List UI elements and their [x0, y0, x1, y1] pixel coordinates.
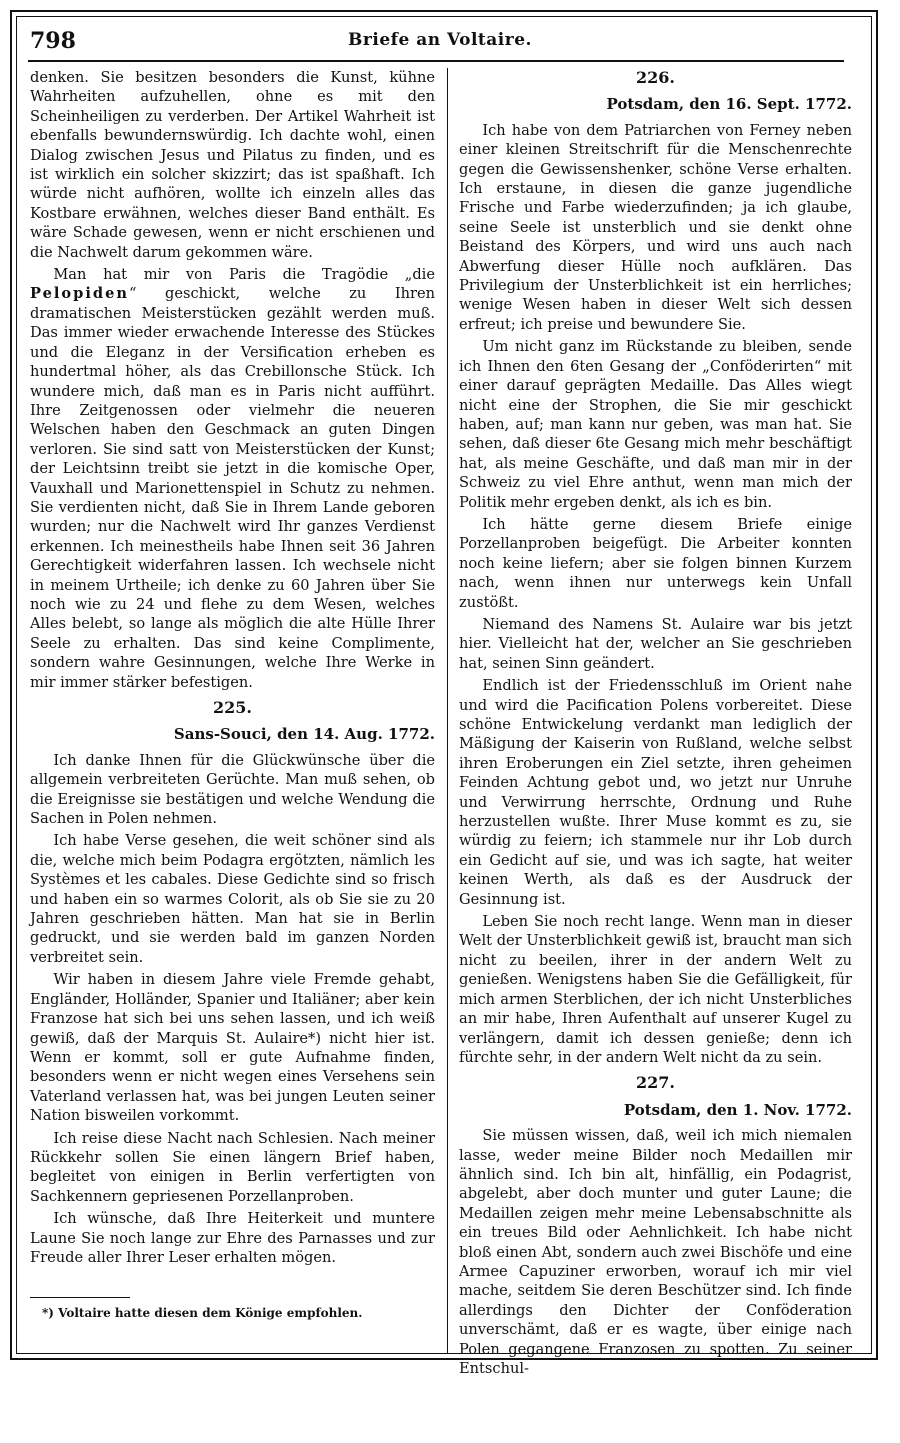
paragraph: Ich habe von dem Patriarchen von Ferney neben einer kleinen Streitschrift für die Menschenrechte gegen die Gewissenshenker, schöne Verse erhalten. Ich erstaune, in diesen die ganze jugendliche Frische und Farbe wiederzufinden; ja ich glaube, seine Seele ist unsterblich und sie denkt ohne Beistand des Körpers, und wird uns auch nach Abwerfung dieser Hülle noch aufklären. Das Privilegium der Unsterblichkeit ist ein herrliches; wenige Wesen haben in dieser Welt sich dessen erfreut; ich preise und bewundere Sie. [459, 121, 852, 333]
column-divider [447, 68, 448, 1354]
paragraph: Um nicht ganz im Rückstande zu bleiben, sende ich Ihnen den 6ten Gesang der „Conföderirten“ mit einer darauf geprägten Medaille. Das Alles wiegt nicht eine der Strophen, die Sie mir geschickt haben, auf; man kann nur geben, was man hat. Sie sehen, daß dieser 6te Gesang mich mehr beschäftigt hat, als meine Geschäfte, und daß man mir in der Schweiz zu viel Ehre anthut, wenn man mich der Politik mehr ergeben denkt, als ich es bin. [459, 338, 852, 511]
letter-dateline-226: Potsdam, den 16. Sept. 1772. [606, 95, 852, 114]
paragraph: Ich hätte gerne diesem Briefe einige Porzellanproben beigefügt. Die Arbeiter konnten noch keine liefern; aber sie folgen binnen Kurzem nach, wenn ihnen nur unterwegs kein Unfall zustößt. [459, 515, 852, 611]
paragraph: Wir haben in diesem Jahre viele Fremde gehabt, Engländer, Holländer, Spanier und Italiäner; aber kein Franzose hat sich bei uns sehen lassen, und ich weiß gewiß, daß der Marquis St. Aulaire*) nicht hier ist. Wenn er kommt, soll er gute Aufnahme finden, besonders wenn er nicht wegen eines Versehens sein Vaterland verlassen hat, was bei jungen Leuten seiner Nation bisweilen vorkommt. [30, 971, 435, 1125]
right-column [459, 68, 852, 1378]
letter-dateline-225: Sans-Souci, den 14. Aug. 1772. [173, 725, 435, 744]
paragraph: Endlich ist der Friedensschluß im Orient nahe und wird die Pacification Polens vorbereitet. Diese schöne Entwickelung verdankt man lediglich der Mäßigung der Kaiserin von Rußland, welche selbst ihren Eroberungen ein Ziel setzte, ihren geheimen Feinden Achtung gebot und, wo jetzt nur Unruhe und Verwirrung herrschte, Ordnung und Ruhe herzustellen wußte. Ihrer Muse kommt es zu, sie würdig zu feiern; ich stammele nur ihr Lob durch ein Gedicht auf sie, und was ich sagte, hat weiter keinen Werth, als daß es der Ausdruck der Gesinnung ist. [459, 677, 852, 908]
page-number: 798 [30, 28, 76, 54]
paragraph: Ich wünsche, daß Ihre Heiterkeit und muntere Laune Sie noch lange zur Ehre des Parnasses und zur Freude aller Ihrer Leser erhalten mögen. [30, 1210, 435, 1266]
letter-dateline-227: Potsdam, den 1. Nov. 1772. [623, 1100, 852, 1119]
footnote-rule [30, 1297, 130, 1298]
paragraph: Ich habe Verse gesehen, die weit schöner sind als die, welche mich beim Podagra ergötzten, nämlich les Systèmes et les cabales. Diese Gedichte sind so frisch und haben ein so warmes Colorit, als ob Sie sie zu 20 Jahren geschrieben hätten. Man hat sie in Berlin gedruckt, und sie werden bald im ganzen Norden verbreitet sein. [30, 832, 435, 966]
paragraph: Sie müssen wissen, daß, weil ich mich niemalen lasse, weder meine Bilder noch Medaillen mir ähnlich sind. Ich bin alt, hinfällig, ein Podagrist, abgelebt, aber doch munter und guter Laune; die Medaillen zeigen mehr meine Lebensabschnitte als ein treues Bild oder Aehnlichkeit. Ich habe nicht bloß einen Abt, sondern auch zwei Bischöfe und eine Armee Capuziner erworben, worauf ich mir viel mache, seitdem Sie deren Beschützer sind. Ich finde allerdings den Dichter der Conföderation unverschämt, daß er es wagte, über einige nach Polen gegangene Franzosen zu spotten. Zu seiner Entschul- [459, 1127, 852, 1377]
paragraph: Man hat mir von Paris die Tragödie „die Pelopiden“ geschickt, welche zu Ihren dramatischen Meisterstücken gezählt werden muß. Das immer wieder erwachende Interesse des Stückes und die Eleganz in der Versification erheben es hundertmal höher, als das Crebillonsche Stück. Ich wundere mich, daß man es in Paris nicht aufführt. Ihre Zeitgenossen oder vielmehr die neueren Welschen haben den Geschmack an guten Dingen verloren. Sie sind satt von Meisterstücken der Kunst; der Leichtsinn treibt sie jetzt in die komische Oper, Vauxhall und Marionettenspiel in Schutz zu nehmen. Sie verdienten nicht, daß Sie in Ihrem Lande geboren wurden; nur die Nachwelt wird Ihr ganzes Verdienst erkennen. Ich meinestheils habe Ihnen seit 36 Jahren Gerechtigkeit widerfahren lassen. Ich wechsele nicht in meinem Urtheile; ich denke zu 60 Jahren über Sie noch wie zu 24 und flehe zu dem Wesen, welches Alles belebt, so lange als möglich die alte Hülle Ihrer Seele zu erhalten. Das sind keine Complimente, sondern wahre Gesinnungen, welche Ihre Werke in mir immer stärker befestigen. [30, 266, 435, 691]
letter-number-225: 225. [213, 698, 252, 717]
paragraph: Niemand des Namens St. Aulaire war bis jetzt hier. Vielleicht hat der, welcher an Sie geschrieben hat, seinen Sinn geändert. [459, 615, 852, 672]
running-head: Briefe an Voltaire. [348, 30, 532, 50]
page-header [30, 28, 850, 56]
letter-number-227: 227. [636, 1073, 675, 1093]
left-column [30, 68, 435, 1267]
paragraph: denken. Sie besitzen besonders die Kunst, kühne Wahrheiten aufzuhellen, ohne es mit den Scheinheiligen zu verderben. Der Artikel Wahrheit ist ebenfalls bewundernswürdig. Ich dachte wohl, einen Dialog zwischen Jesus und Pilatus zu finden, und es ist wirklich ein solcher skizzirt; das ist spaßhaft. Ich würde nicht aufhören, wollte ich einzeln alles das Kostbare erwähnen, welches dieser Band enthält. Es wäre Schade gewesen, wenn er nicht erschienen und die Nachwelt darum gekommen wäre. [30, 69, 435, 261]
letter-number-226: 226. [636, 68, 675, 87]
paragraph: Ich reise diese Nacht nach Schlesien. Nach meiner Rückkehr sollen Sie einen längern Brief haben, begleitet von einigen in Berlin verfertigten von Sachkennern gepriesenen Porzellanproben. [30, 1129, 435, 1205]
footnote: *) Voltaire hatte diesen dem Könige empfohlen. [42, 1306, 363, 1320]
paragraph: Ich danke Ihnen für die Glückwünsche über die allgemein verbreiteten Gerüchte. Man muß sehen, ob die Ereignisse sie bestätigen und welche Wendung die Sachen in Polen nehmen. [30, 751, 435, 828]
paragraph: Leben Sie noch recht lange. Wenn man in dieser Welt der Unsterblichkeit gewiß ist, braucht man sich nicht zu beeilen, ihrer in der andern Welt zu genießen. Wenigstens haben Sie die Gefälligkeit, für mich armen Sterblichen, der ich nicht Unsterbliches an mir habe, Ihren Aufenthalt auf unserer Kugel zu verlängern, damit ich dessen genieße; denn ich fürchte sehr, in der andern Welt nicht da zu sein. [459, 913, 852, 1066]
header-rule [28, 60, 844, 62]
spaced-title: Pelopiden [30, 285, 129, 303]
